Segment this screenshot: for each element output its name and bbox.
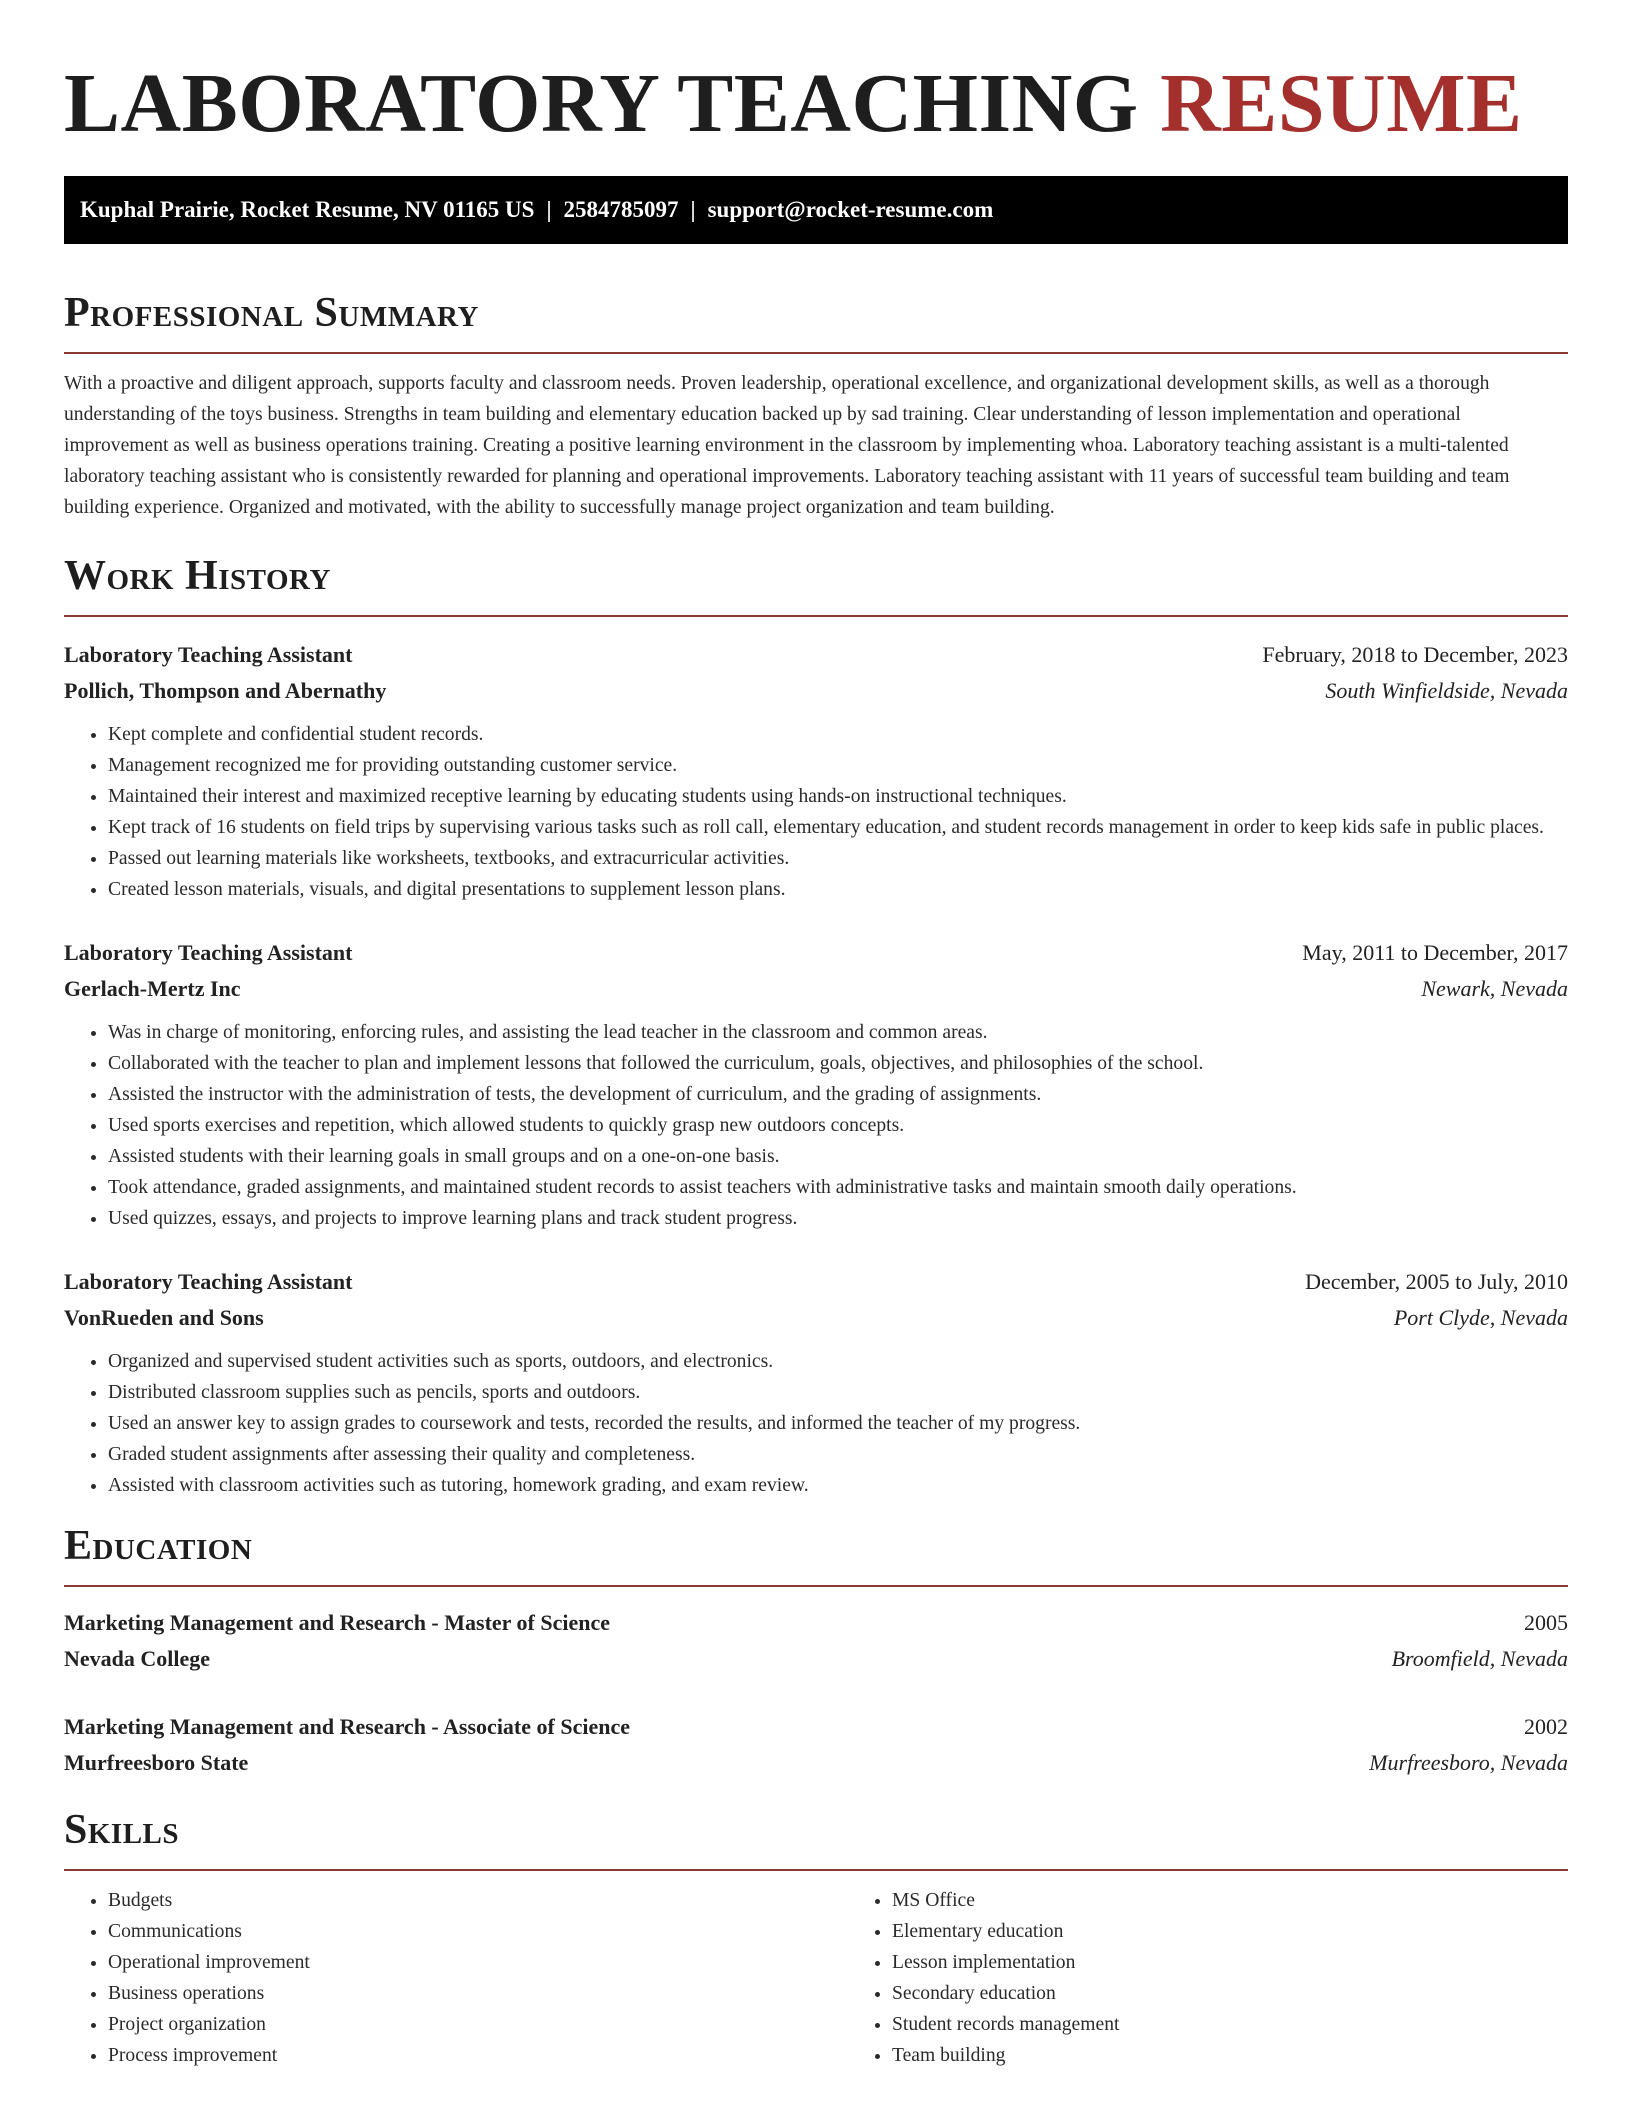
- job-company: Gerlach-Mertz Inc: [64, 976, 241, 1001]
- job-duty: • Passed out learning materials like worksheets, textbooks, and extracurricular activities.: [108, 843, 1568, 874]
- education-school: Murfreesboro State: [64, 1750, 249, 1775]
- work-history-section: [64, 551, 1568, 1501]
- education-year: 2005: [1524, 1610, 1568, 1635]
- job-location: South Winfieldside, Nevada: [1325, 678, 1568, 703]
- resume-content: [64, 56, 1568, 2071]
- job-title: Laboratory Teaching Assistant: [64, 940, 353, 965]
- education-year: 2002: [1524, 1714, 1568, 1739]
- skills-heading: Skills: [64, 1805, 1568, 1871]
- skill-item: • Budgets: [108, 1885, 848, 1916]
- job-duty: • Used quizzes, essays, and projects to improve learning plans and track student progress.: [108, 1203, 1568, 1234]
- education-section: [64, 1521, 1568, 1781]
- education-school: Nevada College: [64, 1646, 211, 1671]
- skill-item: • MS Office: [892, 1885, 1632, 1916]
- contact-separator: |: [546, 197, 552, 222]
- title-accent: RESUME: [1160, 57, 1523, 150]
- skills-section: [64, 1805, 1568, 2071]
- summary-section: [64, 288, 1568, 523]
- job-entry: [64, 637, 1568, 905]
- job-company: Pollich, Thompson and Abernathy: [64, 678, 387, 703]
- contact-address: Kuphal Prairie, Rocket Resume, NV 01165 US: [80, 197, 535, 222]
- job-duty: • Created lesson materials, visuals, and digital presentations to supplement lesson plans.: [108, 874, 1568, 905]
- skill-item: • Secondary education: [892, 1978, 1632, 2009]
- job-entry: [64, 935, 1568, 1234]
- job-duty: • Maintained their interest and maximized receptive learning by educating students using hands-on instructional techniques.: [108, 781, 1568, 812]
- education-degree: Marketing Management and Research - Associate of Science: [64, 1714, 630, 1739]
- summary-text: With a proactive and diligent approach, supports faculty and classroom needs. Proven leadership, operational excellence, and organizational development skills, as well as a thorough understanding of the toys business. Strengths in team building and elementary education backed up by sad training. Clear understanding of lesson implementation and operational improvement as well as business operations training. Creating a positive learning environment in the classroom by implementing whoa. Laboratory teaching assistant is a multi-talented laboratory teaching assistant who is consistently rewarded for planning and operational improvements. Laboratory teaching assistant with 11 years of successful team building and team building experience. Organized and motivated, with the ability to successfully manage project organization and team building.: [64, 373, 1510, 518]
- job-duty: • Kept complete and confidential student records.: [108, 719, 1568, 750]
- job-title: Laboratory Teaching Assistant: [64, 642, 353, 667]
- skills-columns: [64, 1871, 1568, 2071]
- job-duty: • Kept track of 16 students on field trips by supervising various tasks such as roll call, elementary education, and student records management in order to keep kids safe in public places.: [108, 812, 1568, 843]
- job-dates: May, 2011 to December, 2017: [1302, 940, 1568, 965]
- job-entry: [64, 1264, 1568, 1501]
- skill-item: • Lesson implementation: [892, 1947, 1632, 1978]
- skill-item: • Process improvement: [108, 2040, 848, 2071]
- resume-title: [64, 56, 1568, 152]
- skill-item: • Student records management: [892, 2009, 1632, 2040]
- job-duty: • Was in charge of monitoring, enforcing rules, and assisting the lead teacher in the classroom and common areas.: [108, 1017, 1568, 1048]
- contact-bar: [64, 176, 1568, 244]
- job-duty: • Organized and supervised student activities such as sports, outdoors, and electronics.: [108, 1346, 1568, 1377]
- skill-item: • Project organization: [108, 2009, 848, 2040]
- contact-separator: |: [690, 197, 696, 222]
- job-duty: • Graded student assignments after assessing their quality and completeness.: [108, 1439, 1568, 1470]
- job-location: Port Clyde, Nevada: [1393, 1305, 1568, 1330]
- education-entry: [64, 1709, 1568, 1781]
- job-duties: [64, 719, 1568, 905]
- education-degree: Marketing Management and Research - Master of Science: [64, 1610, 611, 1635]
- job-duty: • Management recognized me for providing outstanding customer service.: [108, 750, 1568, 781]
- job-duties: [64, 1017, 1568, 1234]
- skill-item: • Communications: [108, 1916, 848, 1947]
- skill-item: • Operational improvement: [108, 1947, 848, 1978]
- job-duty: • Collaborated with the teacher to plan and implement lessons that followed the curriculum, goals, objectives, and philosophies of the school.: [108, 1048, 1568, 1079]
- contact-phone: 2584785097: [563, 197, 679, 222]
- skill-item: • Elementary education: [892, 1916, 1632, 1947]
- skill-item: • Business operations: [108, 1978, 848, 2009]
- job-duty: • Took attendance, graded assignments, and maintained student records to assist teachers with administrative tasks and maintain smooth daily operations.: [108, 1172, 1568, 1203]
- job-duty: • Used sports exercises and repetition, which allowed students to quickly grasp new outdoors concepts.: [108, 1110, 1568, 1141]
- summary-heading: Professional Summary: [64, 288, 1568, 354]
- job-duty: • Distributed classroom supplies such as pencils, sports and outdoors.: [108, 1377, 1568, 1408]
- job-dates: February, 2018 to December, 2023: [1262, 642, 1568, 667]
- contact-email: support@rocket-resume.com: [707, 197, 994, 222]
- job-duty: • Assisted students with their learning goals in small groups and on a one-on-one basis.: [108, 1141, 1568, 1172]
- job-location: Newark, Nevada: [1421, 976, 1568, 1001]
- work-history-heading: Work History: [64, 551, 1568, 617]
- job-dates: December, 2005 to July, 2010: [1305, 1269, 1568, 1294]
- education-location: Broomfield, Nevada: [1391, 1646, 1568, 1671]
- job-duty: • Assisted the instructor with the administration of tests, the development of curriculum, and the grading of assignments.: [108, 1079, 1568, 1110]
- education-heading: Education: [64, 1521, 1568, 1587]
- job-title: Laboratory Teaching Assistant: [64, 1269, 353, 1294]
- skills-list-right: [848, 1885, 1632, 2071]
- education-location: Murfreesboro, Nevada: [1369, 1750, 1568, 1775]
- job-company: VonRueden and Sons: [64, 1305, 264, 1330]
- education-entry: [64, 1605, 1568, 1677]
- job-duties: [64, 1346, 1568, 1501]
- skill-item: • Team building: [892, 2040, 1632, 2071]
- skills-list-left: [64, 1885, 848, 2071]
- title-main: LABORATORY TEACHING: [64, 57, 1139, 150]
- job-duty: • Used an answer key to assign grades to coursework and tests, recorded the results, and informed the teacher of my progress.: [108, 1408, 1568, 1439]
- job-duty: • Assisted with classroom activities such as tutoring, homework grading, and exam review.: [108, 1470, 1568, 1501]
